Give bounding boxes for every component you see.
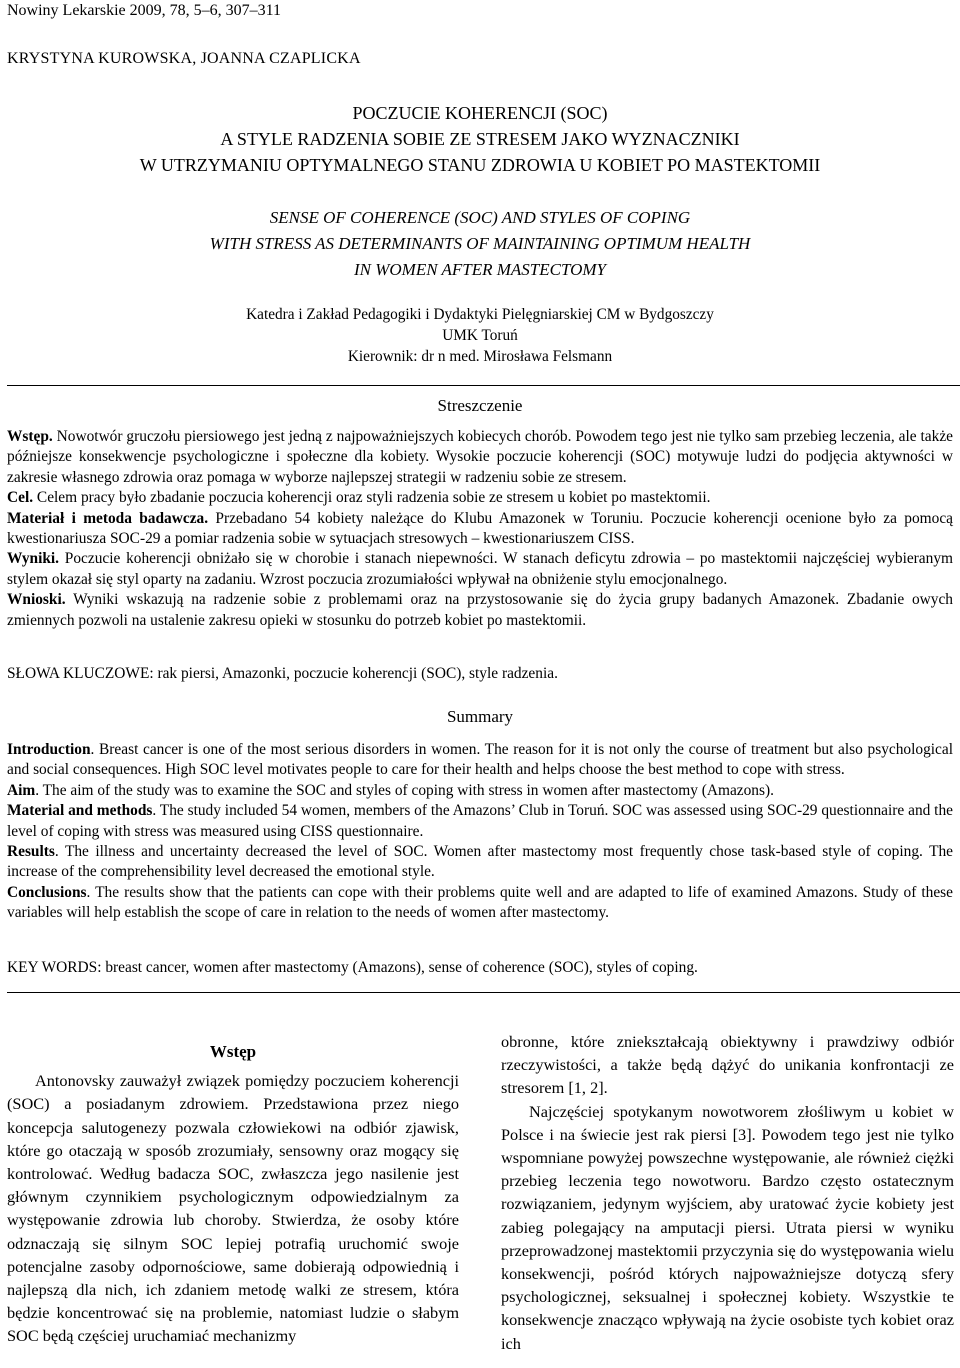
english-title [0,205,960,283]
summary-heading: Summary [446,707,514,726]
affiliation [0,304,960,367]
paragraph-label: Wyniki. [7,550,60,568]
abstract-paragraph [7,740,953,781]
paragraph-label: Material and methods [7,802,153,820]
body-paragraph: obronne, które zniekształcają obiektywny i prawdziwy odbiór rzeczywistości, a także będą dążyć do unikania konfrontacji ze stresorem [1, 2]. [501,1032,954,1098]
paragraph-text: . Breast cancer is one of the most serious disorders in women. The reason for it is not only the course of treatment but also psychological and social consequences. High SOC level motivates people to care for their health and helps choose the best method to cope with stress. [7,741,953,779]
english-title-line: SENSE OF COHERENCE (SOC) AND STYLES OF COPING [269,208,691,227]
paragraph-text: Celem pracy było zbadanie poczucia koherencji oraz styli radzenia sobie ze stresem u kobiet po mastektomii. [33,489,711,507]
paragraph-text: Nowotwór gruczołu piersiowego jest jedną z najpoważniejszych kobiecych chorób. Powodem tego jest nie tylko sam przebieg leczenia, ale także późniejsze konsekwencje psychologiczne i społeczne dla kobiety. Wysokie poczucie koherencji (SOC) motywuje ludzi do podjęcia aktywności w zakresie własnego zdrowia oraz pomaga w wyborze najlepszej strategii w radzeniu sobie ze stresem. [7,428,953,486]
paragraph-label: Cel. [7,489,34,507]
abstract-paragraph [7,549,953,590]
divider [7,992,960,993]
paragraph-text: . The results show that the patients can cope with their problems quite well and are adapted to life of examined Amazons. Study of these variables will help establish the scope of care in relation to the needs of women after mastectomy. [7,883,953,922]
authors: KRYSTYNA KUROWSKA, JOANNA CZAPLICKA [7,50,361,67]
english-title-line: IN WOMEN AFTER MASTECTOMY [353,260,607,279]
paragraph-text: Wyniki wskazują na radzenie sobie z problemami oraz na przystosowanie się do życia grupy badanych Amazonek. Zbadanie owych zmiennych pozwoli na ustalenie zakresu opieki w stosunku do potrzeb kobiet po mastektomii. [7,591,953,629]
paragraph-label: Conclusions [7,883,87,901]
abstract-paragraph [7,801,953,842]
english-title-line: WITH STRESS AS DETERMINANTS OF MAINTAINING OPTIMUM HEALTH [209,234,751,253]
affiliation-line: UMK Toruń [442,327,518,344]
section-heading-wstep: Wstęp [209,1042,257,1061]
abstract-paragraph [7,781,953,801]
streszczenie-heading: Streszczenie [437,396,523,415]
english-keywords: KEY WORDS: breast cancer, women after mastectomy (Amazons), sense of coherence (SOC), styles of coping. [7,959,698,976]
paragraph-label: Wnioski. [7,591,66,609]
journal-citation: Nowiny Lekarskie 2009, 78, 5–6, 307–311 [7,2,282,19]
paragraph-label: Wstęp. [7,428,53,445]
polish-title [0,100,960,178]
polish-title-line: A STYLE RADZENIA SOBIE ZE STRESEM JAKO WYZNACZNIKI [220,129,740,149]
polish-title-line: POCZUCIE KOHERENCJI (SOC) [352,103,608,123]
paragraph-label: Aim [7,781,36,799]
divider [7,385,960,386]
abstract-paragraph [7,842,953,883]
paragraph-label: Materiał i metoda badawcza. [7,509,209,527]
summary-abstract [7,740,953,924]
paragraph-label: Results [7,843,55,861]
paragraph-text: . The study included 54 women, members of the Amazons’ Club in Toruń. SOC was assessed using SOC-29 questionnaire and the level of coping with stress was measured using CISS questionnaire. [7,802,953,840]
abstract-paragraph [7,488,953,508]
paragraph-text: . The aim of the study was to examine the SOC and styles of coping with stress in women after mastectomy (Amazons). [35,781,774,799]
body-left-column [7,1040,459,1348]
paragraph-text: . The illness and uncertainty decreased the level of SOC. Women after mastectomy most frequently chose task-based style of coping. The increase of the comprehensibility level decreased the emotional style. [7,843,953,881]
body-paragraph: Najczęściej spotykanym nowotworem złośliwym u kobiet w Polsce i na świecie jest rak piersi [3]. Powodem tego jest nie tylko wspomniane powyżej powszechne występowanie, ale również ciężki przebieg leczenia tego nowotworu. Bardzo często ostatecznym rozwiązaniem, jedynym wyjściem, aby uratować życie kobiety jest zabieg polegający na amputacji piersi. Utrata piersi w wyniku przeprowadzonej mastektomii przyczynia się do występowania wielu konsekwencji, pośród których najpoważniejsze dotyczą sfery psychologicznej, seksualnej i społecznej kobiety. Wszystkie te konsekwencje znacząco wpływają na życie osobiste tych kobiet oraz ich [501,1101,954,1353]
paragraph-text: Poczucie koherencji obniżało się w chorobie i stanach niepewności. W stanach deficytu zdrowia – po mastektomii najczęściej wybieranym stylem okazał się styl oparty na zadaniu. Wzrost poczucia zrozumiałości wpływał na obniżenie stylu emocjonalnego. [7,550,953,588]
polish-keywords: SŁOWA KLUCZOWE: rak piersi, Amazonki, poczucie koherencji (SOC), style radzenia. [7,665,558,682]
abstract-paragraph [7,590,953,631]
streszczenie-abstract [7,427,953,631]
abstract-paragraph [7,427,953,488]
paragraph-text: Przebadano 54 kobiety należące do Klubu Amazonek w Toruniu. Poczucie koherencji ocenione było za pomocą kwestionariusza SOC-29 a pomiar radzenia sobie w sytuacjach stresowych – kwestionariuszem CISS. [7,509,953,548]
affiliation-line: Katedra i Zakład Pedagogiki i Dydaktyki Pielęgniarskiej CM w Bydgoszczy [246,306,714,323]
affiliation-line: Kierownik: dr n med. Mirosława Felsmann [347,348,613,365]
polish-title-line: W UTRZYMANIU OPTYMALNEGO STANU ZDROWIA U KOBIET PO MASTEKTOMII [139,155,821,175]
body-right-column [501,1030,954,1355]
abstract-paragraph [7,509,953,550]
body-paragraph: Antonovsky zauważył związek pomiędzy poczuciem koherencji (SOC) a posiadanym zdrowiem. Przedstawiona przez niego koncepcja salutogenezy pozwala człowiekowi na odbiór zjawisk, które go otaczają w sposób zrozumiały, sensowny oraz mogący się kontrolować. Według badacza SOC, zwłaszcza jego nasilenie jest głównym czynnikiem psychologicznym odpowiedzialnym za występowanie zdrowia lub choroby. Stwierdza, że osoby które odznaczają się silnym SOC lepiej potrafią uruchomić swoje potencjalne zasoby odpornościowe, same dobierają odpowiednią i najlepszą dla nich, ich zdaniem metodę walki ze stresem, która będzie koncentrować się na problemie, natomiast ludzie o słabym SOC będą częściej uruchamiać mechanizmy [7,1071,459,1346]
paragraph-label: Introduction [7,741,91,758]
abstract-paragraph [7,883,953,924]
